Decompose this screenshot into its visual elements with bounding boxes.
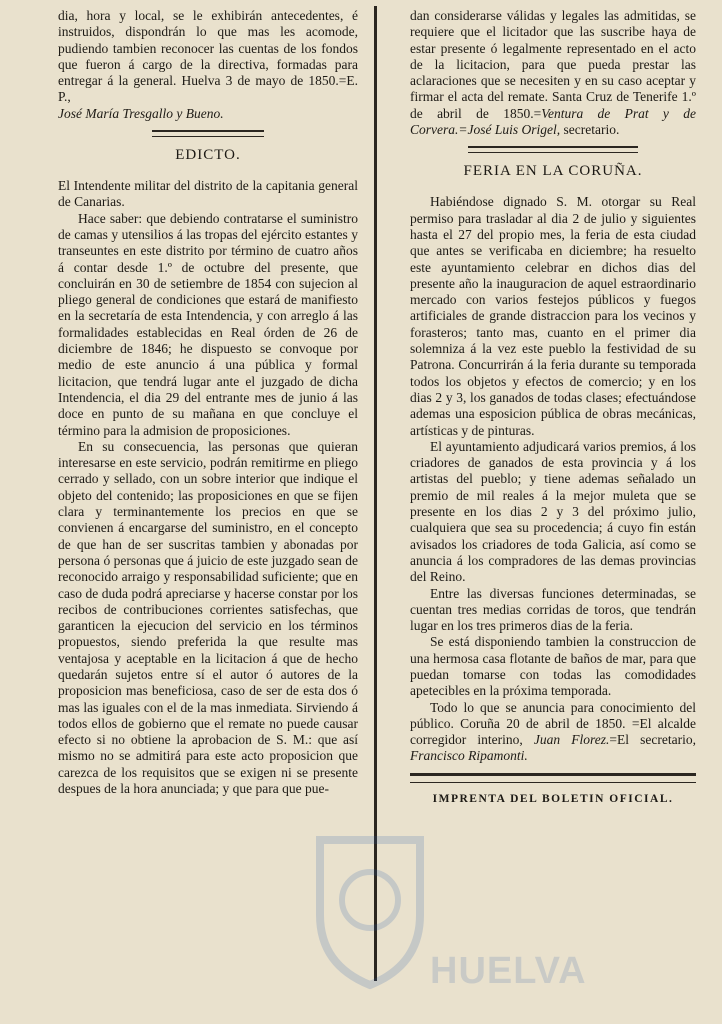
feria-paragraph: Entre las diversas funciones determinadas, se cuentan tres medias corridas de toros, que tendrán lugar en los tres primeros dias de la feria. (410, 585, 696, 634)
feria-closing (410, 700, 696, 765)
feria-heading: FERIA EN LA CORUÑA. (463, 163, 643, 180)
edicto-intro: El Intendente militar del distrito de la capitania general de Canarias. (58, 178, 358, 210)
edicto-paragraph: En su consecuencia, las personas que quieran interesarse en este servicio, podrán remitirme en pliego cerrado y sellado, con un sobre interior que indique el objeto del contenido; las proposiciones en que se fijen clara y terminantemente los precios en que se convienen á encargarse del suministro, en el concepto de que han de ser suscritas tambien y abonadas por persona ó personas que á juicio de este juzgado sean de reconocido arraigo y responsabilidad suficiente; que en caso de duda podrá apreciarse y hacerse constar por los recibos de contribuciones corrientes satisfechas, que garanticen la ejecucion del servicio en los términos propuestos, siendo preferida la que resulte mas ventajosa y aceptable en la licitacion á que de hecho quedarán sujetos entre sí el autor ó autores de la proposicion mas beneficiosa, caso de ser de esta dos ó mas las iguales con el de la mas inmediata. Sirviendo á todos ellos de gobierno que el remate no puede causar efecto si no obtiene la aprobacion de S. M.: que así mismo no se admitirá para este acto proposicion que carezca de los requisitos que se exigen ni se presente despues de la hora anunciada; y que para que pue- (58, 438, 358, 797)
edicto-signature: Ventura de Prat y de Corvera.=José Luis Origel, (410, 105, 696, 138)
feria-paragraph: Se está disponiendo tambien la construccion de una hermosa casa flotante de baños de mar, para que puedan tomarse con todas las comodidades apetecibles en la próxima temporada. (410, 634, 696, 699)
edicto-ending (410, 8, 696, 138)
feria-paragraph: El ayuntamiento adjudicará varios premios, á los criadores de ganados de esta provincia y á los artistas del pueblo; y tiene ademas señalado un premio de mil reales á la mejor muleta que se presente en los dias 2 y 3 del próximo julio, cualquiera que sea su procedencia; á cuyo fin están avisados los criadores de toda Galicia, así como se anuncia á los compradores de las demas provincias del Reino. (410, 438, 696, 585)
section-divider (152, 130, 264, 137)
previous-notice-ending: dia, hora y local, se le exhibirán antecedentes, é instruidos, dispondrán lo que mas les acomode, pudiendo tambien reconocer las cuentas de los fondos que fueron á cargo de la directiva, formadas para entregar á la general. Huelva 3 de mayo de 1850.=E. P., (58, 8, 358, 105)
previous-notice-signature: José María Tresgallo y Bueno. (58, 105, 224, 121)
archive-watermark: HUELVA (430, 950, 587, 992)
left-column (58, 8, 358, 797)
feria-closing-text: Todo lo que se anuncia para conocimiento del público. Coruña 20 de abril de 1850. =El alcalde corregidor interino, (410, 699, 696, 748)
edicto-signature-role: secretario. (560, 122, 620, 138)
feria-closing-secretary: =El secretario, (609, 732, 697, 748)
printer-footer: IMPRENTA DEL BOLETIN OFICIAL. (432, 792, 674, 805)
footer-rule (410, 773, 696, 783)
feria-signature-mayor: Juan Florez. (533, 732, 610, 748)
right-column (410, 8, 696, 805)
edicto-paragraph: Hace saber: que debiendo contratarse el suministro de camas y utensilios á las tropas del ejército estantes y transeuntes en este distrito por término de cuatro años á contar desde 1.º de octubre del presente, que concluirán en 30 de setiembre de 1854 con sujecion al pliego general de condiciones que estará de manifiesto en la secretaría de esta Intendencia, y con arreglo á las formalidades establecidas en Real órden de 26 de diciembre de 1846; he dispuesto se convoque por medio de este anuncio á una pública y formal licitacion, que tendrá lugar ante el juzgado de dicha Intendencia, el dia 29 del entrante mes de junio á las doce en punto de su mañana en que concluye el término para la admision de proposiciones. (58, 210, 358, 438)
section-divider (468, 146, 638, 153)
archive-stamp-icon (300, 820, 440, 990)
edicto-ending-text: dan considerarse válidas y legales las admitidas, se requiere que el licitador que las suscribe haya de estar presente ó legalmente representado en el acto de la licitacion, para que pueda prestar las aclaraciones que se necesiten y en su caso aceptar y firmar el acta del remate. Santa Cruz de Tenerife 1.º de abril de 1850.= (410, 8, 696, 121)
edicto-heading: EDICTO. (175, 147, 241, 164)
feria-paragraph: Habiéndose dignado S. M. otorgar su Real permiso para trasladar al dia 2 de julio y siguientes hasta el 27 del propio mes, la feria de esta ciudad que antes se verificaba en diciembre; ha resuelto este ayuntamiento celebrar en dichos dias del presente año la inauguracion de aquel estraordinario mercado con varios festejos públicos y fuegos artificiales de grande distraccion para los vecinos y forasteros; tanto mas, cuanto en el primer dia solemniza á la vez este pueblo la festividad de su Patrona. Concurrirán á la feria durante su temporada todos los objetos y efectos de comercio; y en los dias 2 y 3, los ganados de todas clases; efectuándose ademas una esposicion pública de obras mecánicas, artísticas y de pinturas. (410, 194, 696, 438)
feria-signature-secretary: Francisco Ripamonti. (410, 748, 528, 764)
